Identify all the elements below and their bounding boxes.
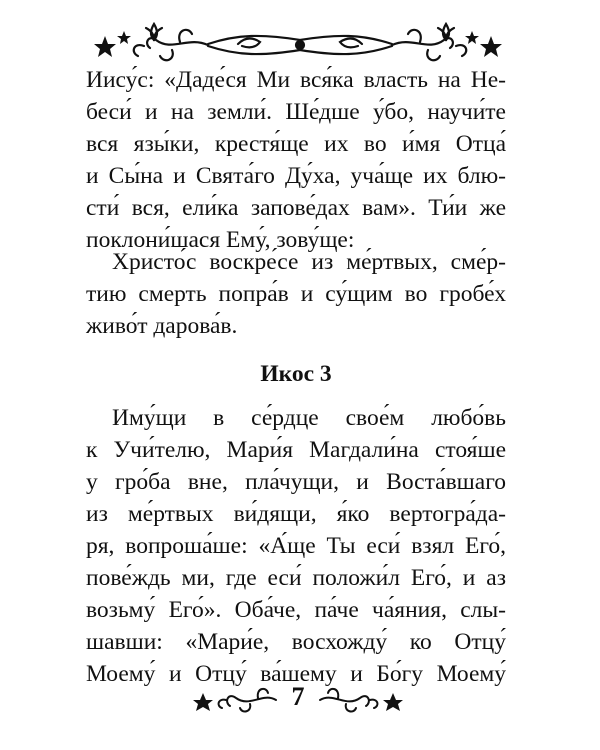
text-line: Христо́с воскре́се из ме́ртвых, сме́р- xyxy=(112,249,506,275)
paragraph-refrain xyxy=(86,246,506,342)
text-line: вся язы́ки, крестя́ще их во и́мя Отца́ xyxy=(86,131,506,157)
text-line: Моему́ и Отцу́ ва́шему и Бо́гу Моему́ xyxy=(86,661,506,687)
text-line: шавши: «Мари́е, восхожду́ ко Отцу́ xyxy=(86,629,506,655)
section-heading: Икос 3 xyxy=(260,361,332,387)
text-line: тию смерть попра́в и су́щим во гробе́х xyxy=(86,281,506,307)
text-line: из ме́ртвых ви́дящи, я́ко вертогра́да- xyxy=(86,501,506,527)
text-line: к Учи́телю, Мари́я Магдали́на стоя́ше xyxy=(86,437,506,463)
paragraph-ikos xyxy=(86,402,506,690)
page-number: 7 xyxy=(291,682,305,711)
floral-ornament-right-icon xyxy=(316,678,408,718)
text-line: пове́ждь ми, где еси́ положи́л Его́, и аз xyxy=(86,565,506,591)
text-line: у гро́ба вне, пла́чущи, и Воста́вшаго xyxy=(86,469,506,495)
text-line: и Сы́на и Свята́го Ду́ха, уча́ще их блю- xyxy=(86,163,506,189)
text-line: ря, вопроша́ше: «А́ще Ты еси́ взял Его́, xyxy=(86,533,506,559)
text-line: живо́т дарова́в. xyxy=(86,313,238,339)
text-line: беси́ и на земли́. Ше́дше у́бо, научи́те xyxy=(86,99,506,125)
text-line: Иису́с: «Даде́ся Ми вся́ка власть на Не- xyxy=(86,67,506,93)
text-line: поклони́шася Ему́, зову́ще: xyxy=(86,227,355,253)
text-line: возьму́ Его́». Оба́че, па́че ча́яния, слы- xyxy=(86,597,506,623)
text-line: Иму́щи в се́рдце свое́м любо́вь xyxy=(112,405,506,431)
page-footer xyxy=(188,676,408,720)
paragraph-gospel-quote xyxy=(86,64,506,256)
text-line: сти́ вся, ели́ка запове́дах вам». Ти́и же xyxy=(86,195,506,221)
